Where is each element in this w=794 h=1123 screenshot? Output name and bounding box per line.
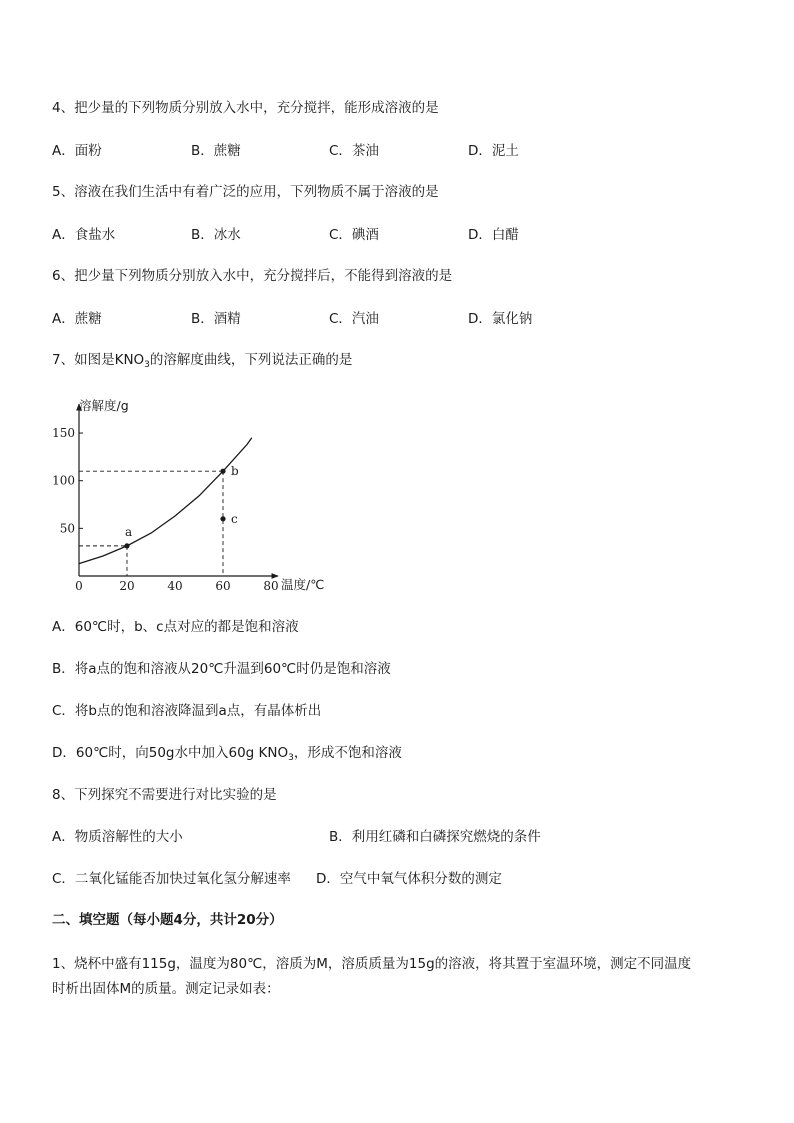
y-tick-label: 150 [52, 426, 75, 441]
q7-stem [52, 351, 352, 369]
q7-stem-subscript: 3 [144, 360, 150, 370]
q7-option-c: C．将b点的饱和溶液降温到a点，有晶体析出 [52, 703, 322, 719]
point-b [220, 469, 225, 474]
y-axis-label: 溶解度/g [79, 398, 129, 413]
q6-option-c: C．汽油 [329, 311, 379, 327]
q7-option-d [52, 744, 402, 762]
x-axis-label: 温度/℃ [281, 577, 325, 592]
q6-option-d: D．氯化钠 [468, 311, 533, 327]
q4-option-d: D．泥土 [468, 143, 519, 159]
q7-option-d-subscript: 3 [288, 753, 294, 763]
q7-option-d-post: ，形成不饱和溶液 [293, 745, 402, 761]
q4-option-b: B．蔗糖 [191, 143, 241, 159]
section-2-title: 二、填空题（每小题4分，共计20分） [52, 912, 283, 928]
q8-option-a: A．物质溶解性的大小 [52, 829, 183, 845]
fill-q1-line2: 时析出固体M的质量。测定记录如表： [52, 981, 280, 997]
x-tick-label: 20 [119, 579, 135, 593]
q7-option-a: A．60℃时，b、c点对应的都是饱和溶液 [52, 619, 299, 635]
q8-stem: 8、下列探究不需要进行对比实验的是 [52, 787, 277, 803]
q5-option-b: B．冰水 [191, 227, 241, 243]
q8-option-b: B．利用红磷和白磷探究燃烧的条件 [329, 829, 541, 845]
q5-stem: 5、溶液在我们生活中有着广泛的应用，下列物质不属于溶液的是 [52, 184, 439, 200]
solubility-chart [40, 390, 340, 600]
x-tick-label: 0 [75, 579, 83, 593]
point-a [124, 543, 129, 548]
q6-stem: 6、把少量下列物质分别放入水中，充分搅拌后，不能得到溶液的是 [52, 268, 453, 284]
q7-option-b: B．将a点的饱和溶液从20℃升温到60℃时仍是饱和溶液 [52, 661, 391, 677]
q7-stem-post: 的溶解度曲线，下列说法正确的是 [149, 352, 353, 368]
q4-stem: 4、把少量的下列物质分别放入水中，充分搅拌，能形成溶液的是 [52, 100, 439, 116]
q5-option-c: C．碘酒 [329, 227, 379, 243]
q6-option-a: A．蔗糖 [52, 311, 102, 327]
q8-option-c: C．二氧化锰能否加快过氧化氢分解速率 [52, 871, 291, 887]
q5-option-a: A．食盐水 [52, 227, 116, 243]
point-label-a: a [125, 524, 133, 539]
q7-option-d-pre: D．60℃时，向50g水中加入60g KNO [52, 745, 289, 761]
point-label-c: c [231, 511, 238, 526]
y-tick-label: 100 [52, 473, 75, 488]
point-c [220, 516, 225, 521]
y-tick-label: 50 [59, 521, 75, 536]
x-tick-label: 60 [215, 579, 231, 593]
q4-option-c: C．茶油 [329, 143, 379, 159]
solubility-curve [79, 438, 252, 564]
q7-stem-pre: 7、如图是KNO [52, 352, 145, 368]
q8-option-d: D．空气中氧气体积分数的测定 [316, 871, 502, 887]
point-label-b: b [231, 464, 239, 479]
fill-q1-line1: 1、烧杯中盛有115g，温度为80℃，溶质为M，溶质质量为15g的溶液，将其置于室温环境，测定不同温度 [52, 956, 692, 972]
q4-option-a: A．面粉 [52, 143, 102, 159]
q5-option-d: D．白醋 [468, 227, 519, 243]
x-tick-label: 40 [167, 579, 183, 593]
x-tick-label: 80 [263, 579, 279, 593]
q6-option-b: B．酒精 [191, 311, 241, 327]
